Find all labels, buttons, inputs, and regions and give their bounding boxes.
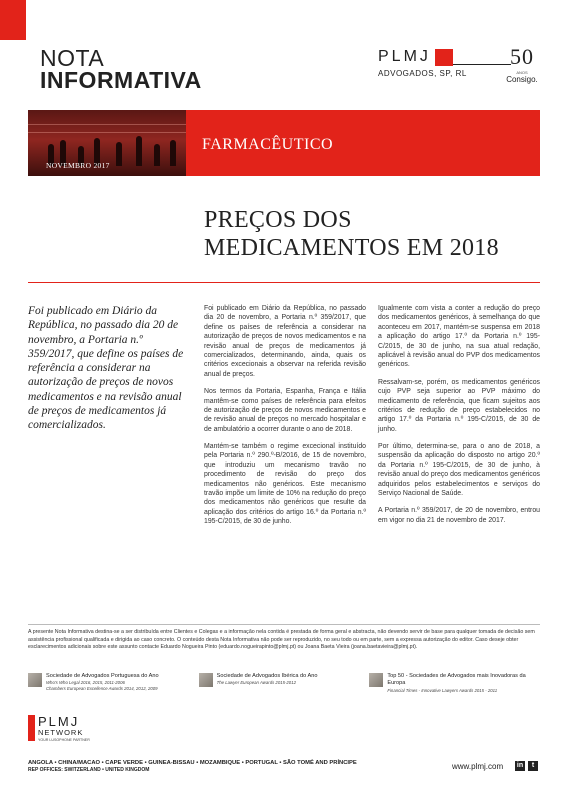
award-source: Financial Times - Innovative Lawyers Awards 2015 - 2011 [387,687,498,693]
document-type [40,45,202,93]
linkedin-icon[interactable]: in [516,762,524,769]
disclaimer [28,624,540,652]
paragraph: Por último, determina-se, para o ano de 2018, a suspensão da aplicação do disposto no artigo 20.º da Portaria n.º 195-C/2015, de 30 de junho, à revisão anual do preço dos medicamentos genéricos adquiridos pelos estabelecimentos e serviços do Serviço Nacional de Saúde. [378,443,540,498]
office-list [28,759,357,775]
network-logo [28,715,90,742]
doc-type-line1: NOTA [40,45,105,71]
award-badge-icon [199,673,213,687]
award-item [199,673,370,693]
corner-accent [0,0,26,40]
paragraph: Ressalvam-se, porém, os medicamentos genéricos cujo PVP seja superior ao PVP máximo do medicamento de referência, que ficam sujeitos aos critérios de redução de preço estabelecidos no artigo 17.º da Portaria n.º 195-C/2015, de 30 de junho. [378,378,540,433]
page-title [204,206,499,263]
award-title: Top 50 - Sociedades de Advogados mais Inovadoras da Europa [387,673,526,687]
award-title: Sociedade de Advogados Portuguesa do Ano [46,673,159,679]
body-column-2 [378,304,540,533]
body-column-1 [204,304,366,535]
paragraph: A Portaria n.º 359/2017, de 20 de novembro, entrou em vigor no dia 21 de novembro de 2017. [378,507,540,524]
twitter-icon[interactable]: t [528,761,538,771]
lede-summary: Foi publicado em Diário da República, no passado dia 20 de novembro, a Portaria n.º 359/2017, que define os países de referência a considerar na autorização de preços de novos medicamentos e na revisão anual de preços de medicamentos já comercializados. [28,305,184,431]
title-divider [28,282,540,283]
award-title: Sociedade de Advogados Ibérica do Ano [216,673,318,679]
network-tagline: YOUR LUSOPHONE PARTNER [38,738,90,742]
corner-notch [26,28,40,42]
doc-type-line2: INFORMATIVA [40,66,202,93]
anniversary-tagline: Consigo. [506,75,538,84]
firm-name: PLMJ [378,48,431,65]
banner-sector-panel [186,110,540,176]
award-source: Who's Who Legal 2016, 2015, 2011-2006 [46,680,125,686]
countries-line: ANGOLA • CHINA/MACAO • CAPE VERDE • GUINEA-BISSAU • MOZAMBIQUE • PORTUGAL • SÃO TOMÉ AND PRÍNCIPE [28,760,357,766]
disclaimer-text: A presente Nota Informativa destina-se a ser distribuída entre Clientes e Colegas e a informação nela contida é prestada de forma geral e abstracta, não devendo servir de base para qualquer tomada de decisão sem assistência profissional qualificada e dirigida ao caso concreto. O conteúdo desta Nota Informativa não pode ser reproduzido, no seu todo ou em parte, sem a expressa autorização do editor. Caso deseje obter esclarecimentos adicionais sobre este assunto contacte Eduardo Nogueira Pinto (eduardo.nogueirapinto@plmj.pt) ou Joana Baeta Vieira (joana.baetavieira@plmj.pt). [28,629,535,651]
sector-label: FARMACÊUTICO [202,136,334,153]
award-source: Chambers European Excellence Awards 2014, 2012, 2009 [46,686,158,692]
logo-red-bar [435,49,453,66]
firm-subtitle: ADVOGADOS, SP, RL [378,69,467,78]
banner-photo [28,110,186,176]
title-line2: MEDICAMENTOS EM 2018 [204,235,499,262]
paragraph: Nos termos da Portaria, Espanha, França e Itália mantêm-se como países de referência para efeitos de autorização de preços de novos medicamentos e de revisão anual de preços no mercado hospitalar e de ambulatório a ocorrer durante o ano de 2018. [204,388,366,433]
firm-logo [378,48,511,78]
issue-date: NOVEMBRO 2017 [46,161,110,170]
award-item [28,673,199,693]
website-link[interactable]: www.plmj.com [452,762,504,771]
anniversary-sub: ANOS [516,70,528,75]
award-source: The Lawyer European Awards 2015-2012 [216,680,296,686]
paragraph: Mantém-se também o regime excecional instituído pela Portaria n.º 290.º-B/2016, de 15 de novembro, que introduziu um mecanismo travão no procedimento de revisão do preço dos medicamentos não genéricos. Este mecanismo travão impõe um limite de 10% na redução do preço dos medicamentos não genéricos que resulte da aplicação dos critérios do artigo 16.º da Portaria n.º 195-C/2015, de 30 de junho. [204,443,366,526]
award-item [369,673,540,693]
banner [28,110,540,176]
network-red-bar [28,715,35,741]
award-badge-icon [28,673,42,687]
anniversary-logo [500,44,544,84]
paragraph: Igualmente com vista a conter a redução do preço dos medicamentos genéricos, à semelhança do que aconteceu em 2017, mantém-se suspensa em 2018 a aplicação do artigo 17.º da Portaria n.º 195-C/2015, de 30 de junho, na sua atual redação, aplicável à revisão anual do PVP dos medicamentos genéricos. [378,305,540,369]
rep-offices-line: REP OFFICES: SWITZERLAND • UNITED KINGDOM [28,767,150,774]
award-badge-icon [369,673,383,687]
title-line1: PREÇOS DOS [204,207,352,233]
anniversary-number: 50 [510,44,534,69]
network-label: NETWORK [38,728,84,737]
network-name: PLMJ [38,714,80,729]
paragraph: Foi publicado em Diário da República, no passado dia 20 de novembro, a Portaria n.º 359/2017, que define os países de referência a considerar na autorização de preços de novos medicamentos e na revisão anual de preços de medicamentos já comercializados, determinando, ainda, quais os critérios excecionais a observar na referida revisão anual de preços. [204,305,366,378]
awards-row [28,673,540,693]
disclaimer-divider [28,624,540,625]
